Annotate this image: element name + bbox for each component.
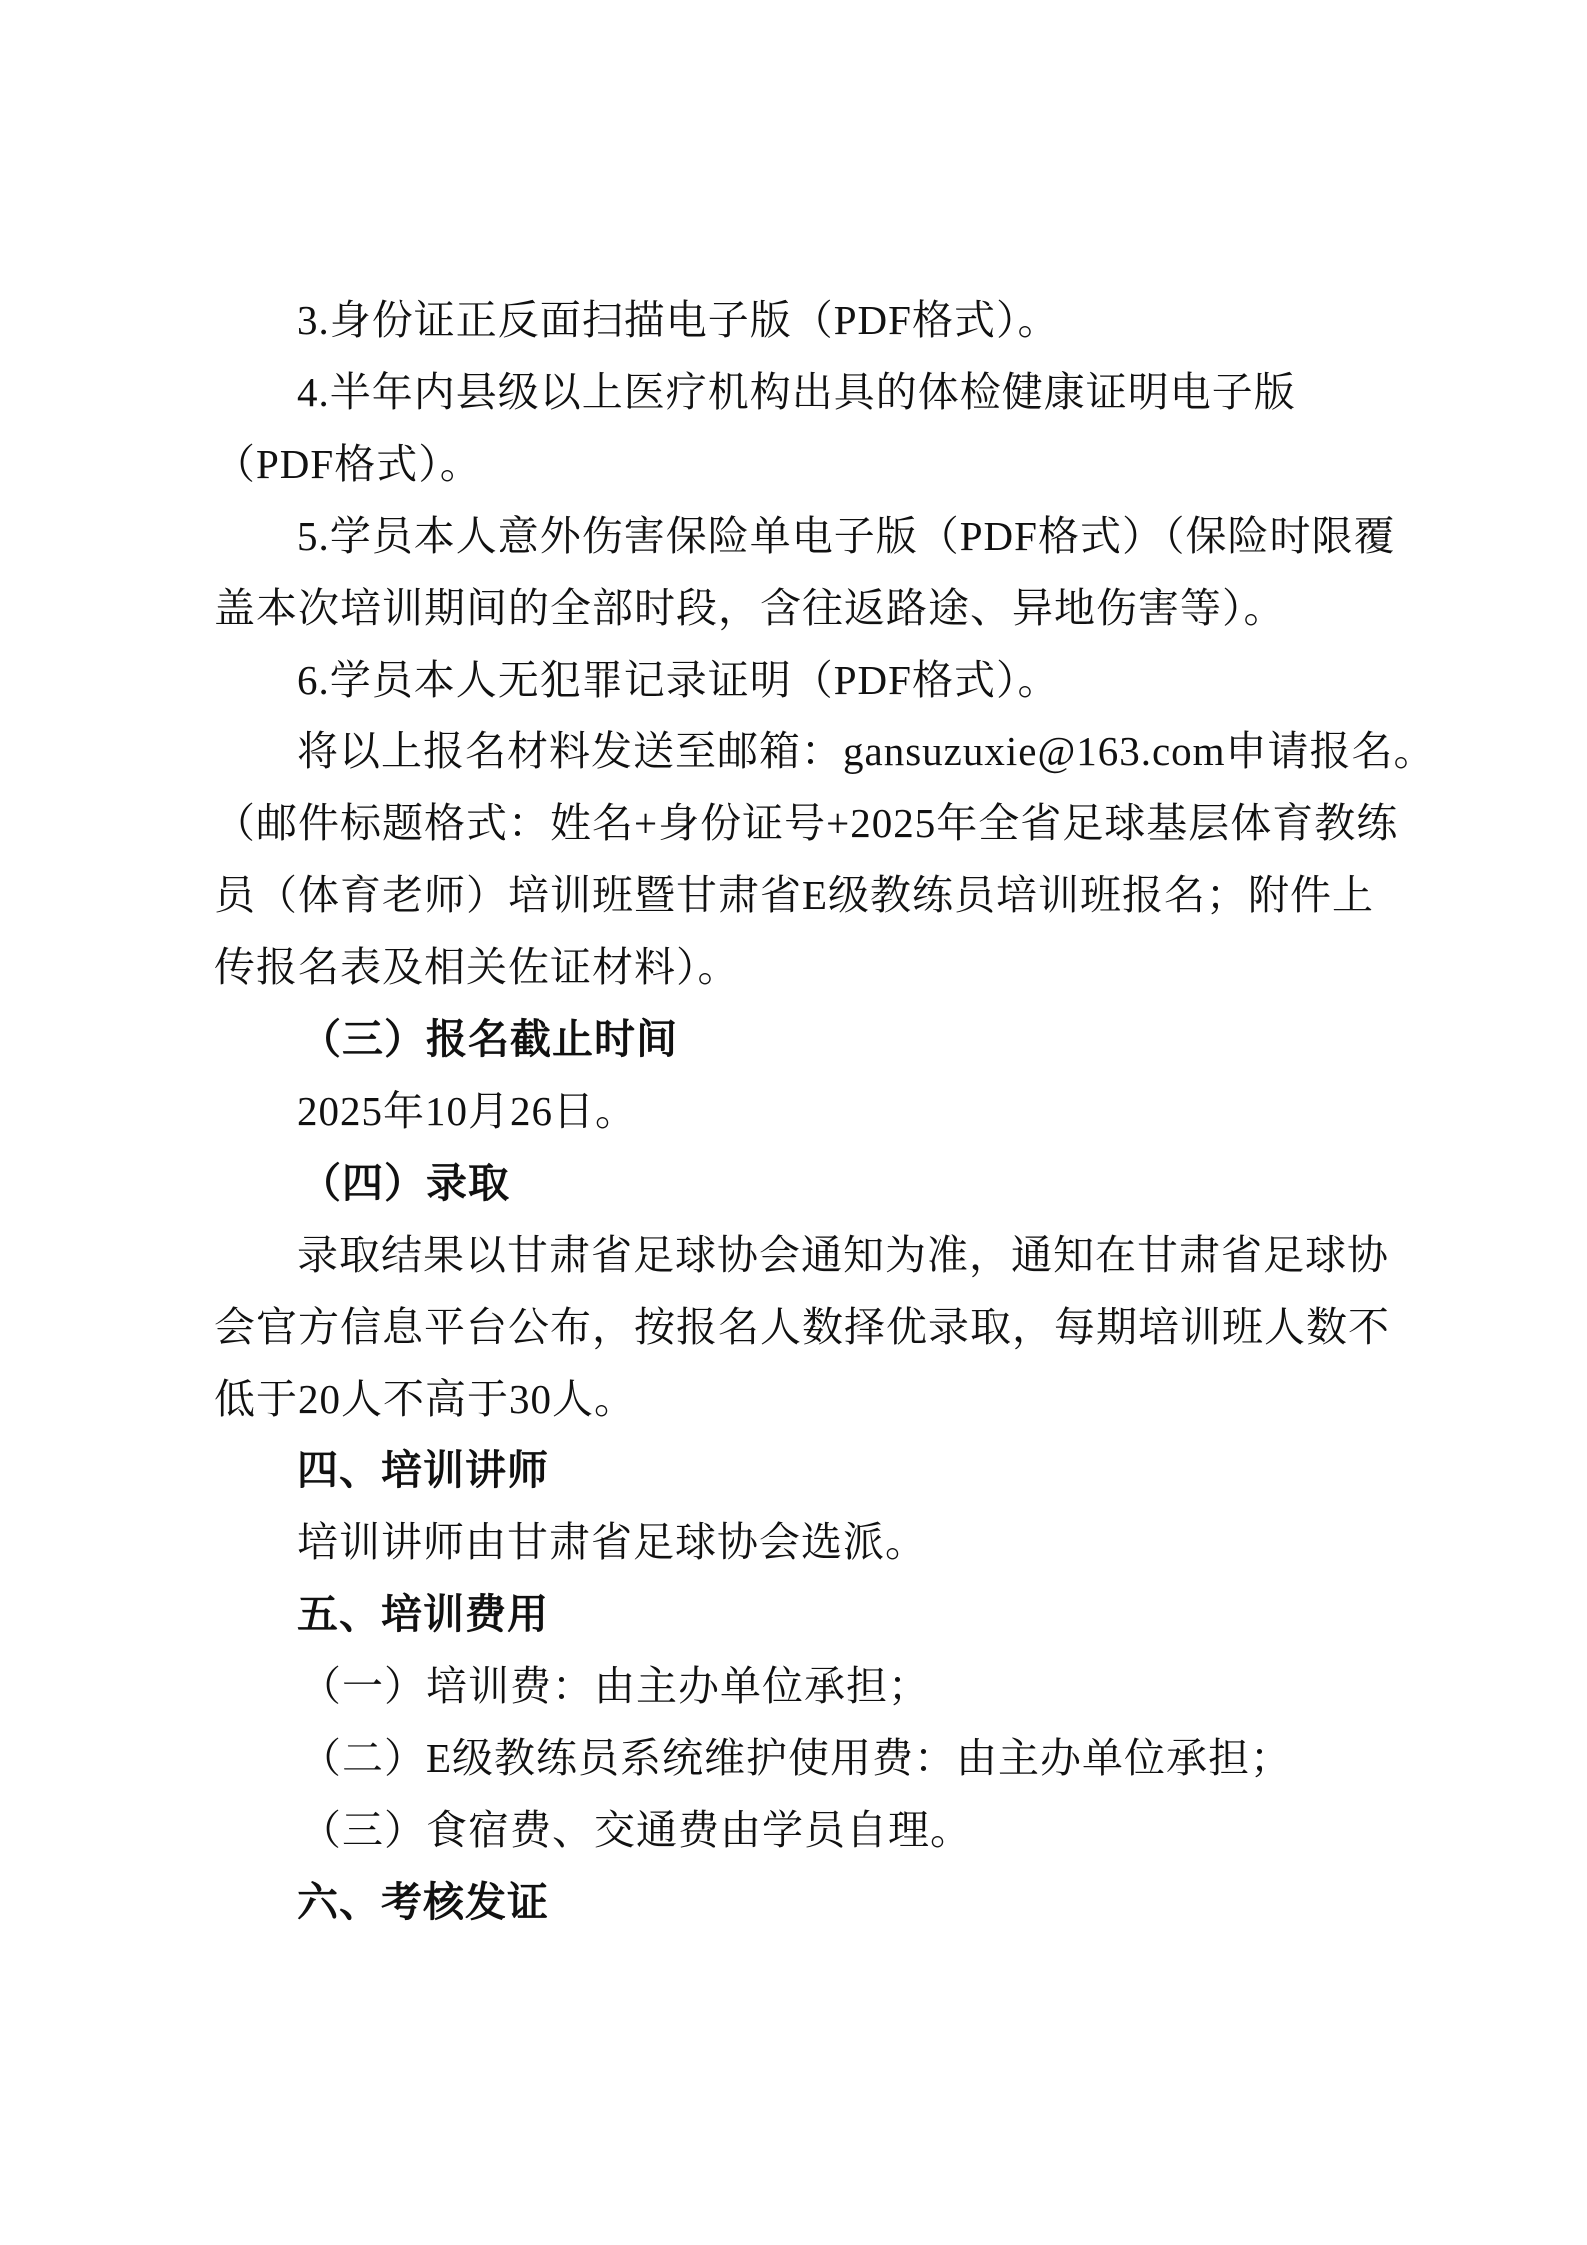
text-line: 低于20人不高于30人。: [214, 1375, 636, 1422]
text-line: 员（体育老师）培训班暨甘肃省E级教练员培训班报名；附件上: [214, 872, 1375, 919]
text-line: 2025年10月26日。: [297, 1087, 637, 1134]
text-line: 5.学员本人意外伤害保险单电子版（PDF格式）（保险时限覆: [297, 512, 1396, 559]
text-line: （邮件标题格式：姓名+身份证号+2025年全省足球基层体育教练: [214, 800, 1399, 847]
text-line: 6.学员本人无犯罪记录证明（PDF格式）。: [297, 656, 1060, 703]
text-line: （二）E级教练员系统维护使用费：由主办单位承担；: [300, 1735, 1293, 1781]
subsection-heading: （三）报名截止时间: [300, 1016, 678, 1062]
section-heading: 六、考核发证: [297, 1877, 549, 1926]
text-line: 4.半年内县级以上医疗机构出具的体检健康证明电子版: [297, 368, 1296, 415]
text-line: 传报名表及相关佐证材料）。: [214, 944, 740, 991]
text-line: 会官方信息平台公布，按报名人数择优录取，每期培训班人数不: [214, 1303, 1390, 1350]
text-line: 盖本次培训期间的全部时段，含往返路途、异地伤害等）。: [214, 584, 1286, 631]
text-line: 培训讲师由甘肃省足球协会选派。: [297, 1519, 927, 1566]
section-heading: 五、培训费用: [297, 1590, 549, 1639]
text-line: 将以上报名材料发送至邮箱：gansuzuxie@163.com申请报名。: [297, 728, 1436, 775]
text-line: 3.身份证正反面扫描电子版（PDF格式）。: [297, 297, 1060, 343]
text-line: （三）食宿费、交通费由学员自理。: [300, 1806, 972, 1853]
text-line: （PDF格式）。: [214, 440, 482, 487]
subsection-heading: （四）录取: [300, 1159, 510, 1206]
text-line: 录取结果以甘肃省足球协会通知为准，通知在甘肃省足球协: [297, 1231, 1389, 1278]
text-line: （一）培训费：由主办单位承担；: [300, 1663, 930, 1710]
section-heading: 四、培训讲师: [297, 1446, 549, 1495]
